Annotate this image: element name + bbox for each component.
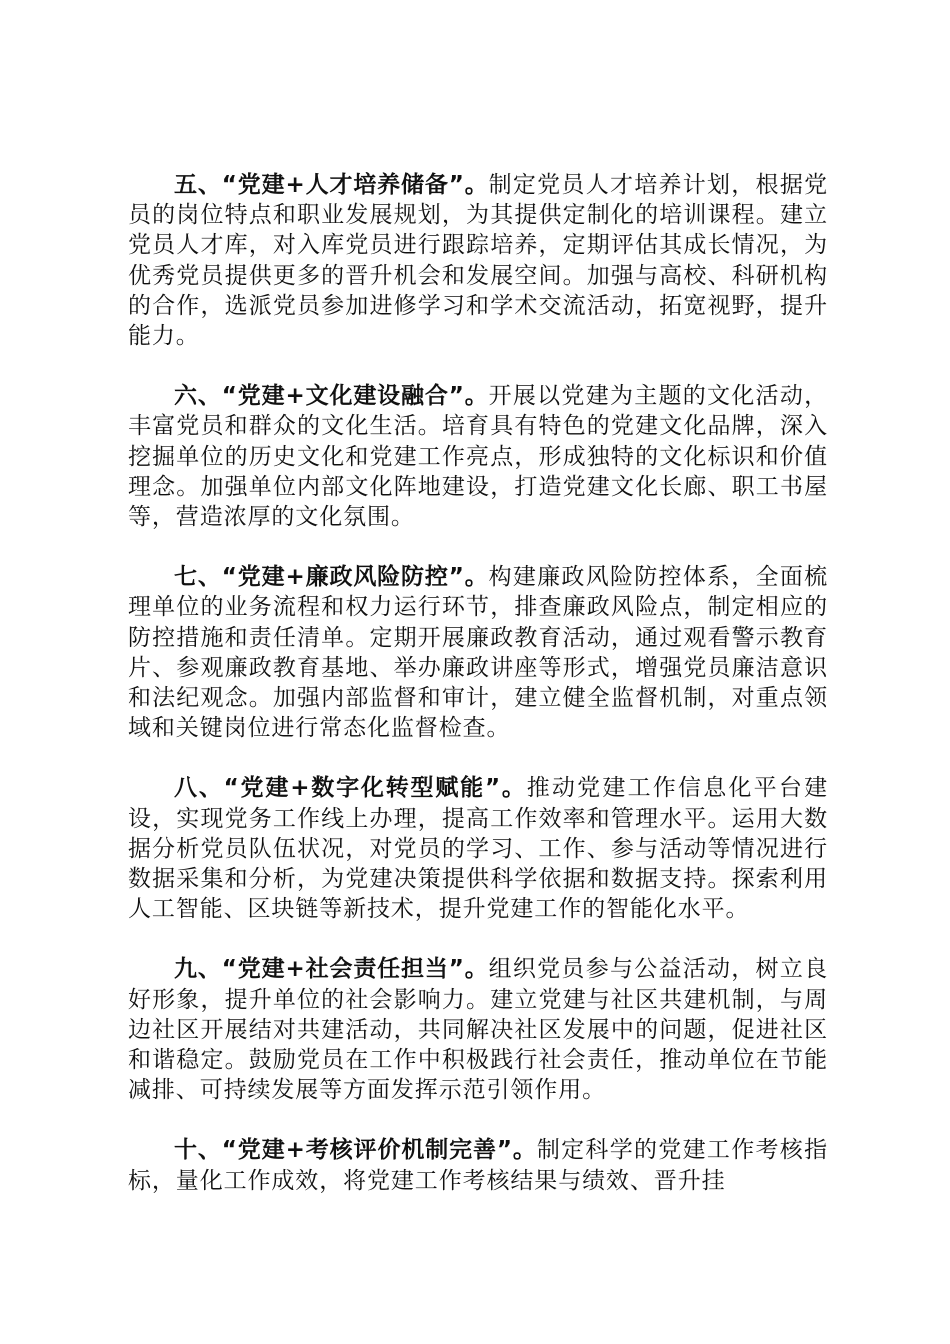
paragraph-heading: 十、“党建+考核评价机制完善”。: [174, 1137, 537, 1164]
paragraph-text: 组织党员参与公益活动，树立良好形象，提升单位的社会影响力。建立党建与社区共建机制，与周边社区开展结对共建活动，共同解决社区发展中的问题，促进社区和谐稳定。鼓励党员在工作中积极践行社会责任，推动单位在节能减排、可持续发展等方面发挥示范引领作用。: [128, 956, 828, 1104]
paragraph-text: 构建廉政风险防控体系，全面梳理单位的业务流程和权力运行环节，排查廉政风险点，制定相应的防控措施和责任清单。定期开展廉政教育活动，通过观看警示教育片、参观廉政教育基地、举办廉政讲座等形式，增强党员廉洁意识和法纪观念。加强内部监督和审计，建立健全监督机制，对重点领域和关键岗位进行常态化监督检查。: [128, 564, 828, 742]
paragraph-heading: 八、“党建+数字化转型赋能”。: [174, 775, 527, 802]
paragraph-social-responsibility: [128, 954, 828, 1105]
paragraph-text: 制定科学的党建工作考核指标，量化工作成效，将党建工作考核结果与绩效、晋升挂: [128, 1137, 828, 1194]
paragraph-integrity-risk-control: [128, 562, 828, 743]
document-body: [128, 170, 828, 1226]
paragraph-heading: 七、“党建+廉政风险防控”。: [174, 564, 489, 591]
paragraph-evaluation-mechanism: [128, 1135, 828, 1195]
paragraph-text: 制定党员人才培养计划，根据党员的岗位特点和职业发展规划，为其提供定制化的培训课程。建立党员人才库，对入库党员进行跟踪培养，定期评估其成长情况，为优秀党员提供更多的晋升机会和发展空间。加强与高校、科研机构的合作，选派党员参加进修学习和学术交流活动，拓宽视野，提升能力。: [128, 172, 828, 350]
paragraph-culture-integration: [128, 381, 828, 532]
paragraph-heading: 六、“党建+文化建设融合”。: [174, 383, 489, 410]
paragraph-heading: 五、“党建+人才培养储备”。: [174, 172, 489, 198]
paragraph-text: 推动党建工作信息化平台建设，实现党务工作线上办理，提高工作效率和管理水平。运用大数据分析党员队伍状况，对党员的学习、工作、参与活动等情况进行数据采集和分析，为党建决策提供科学依据和数据支持。探索利用人工智能、区块链等新技术，提升党建工作的智能化水平。: [128, 775, 828, 923]
paragraph-talent-reserve: [128, 170, 828, 351]
paragraph-text: 开展以党建为主题的文化活动，丰富党员和群众的文化生活。培育具有特色的党建文化品牌，深入挖掘单位的历史文化和党建工作亮点，形成独特的文化标识和价值理念。加强单位内部文化阵地建设，打造党建文化长廊、职工书屋等，营造浓厚的文化氛围。: [128, 383, 828, 531]
paragraph-digital-transformation: [128, 773, 828, 924]
paragraph-heading: 九、“党建+社会责任担当”。: [174, 956, 489, 983]
